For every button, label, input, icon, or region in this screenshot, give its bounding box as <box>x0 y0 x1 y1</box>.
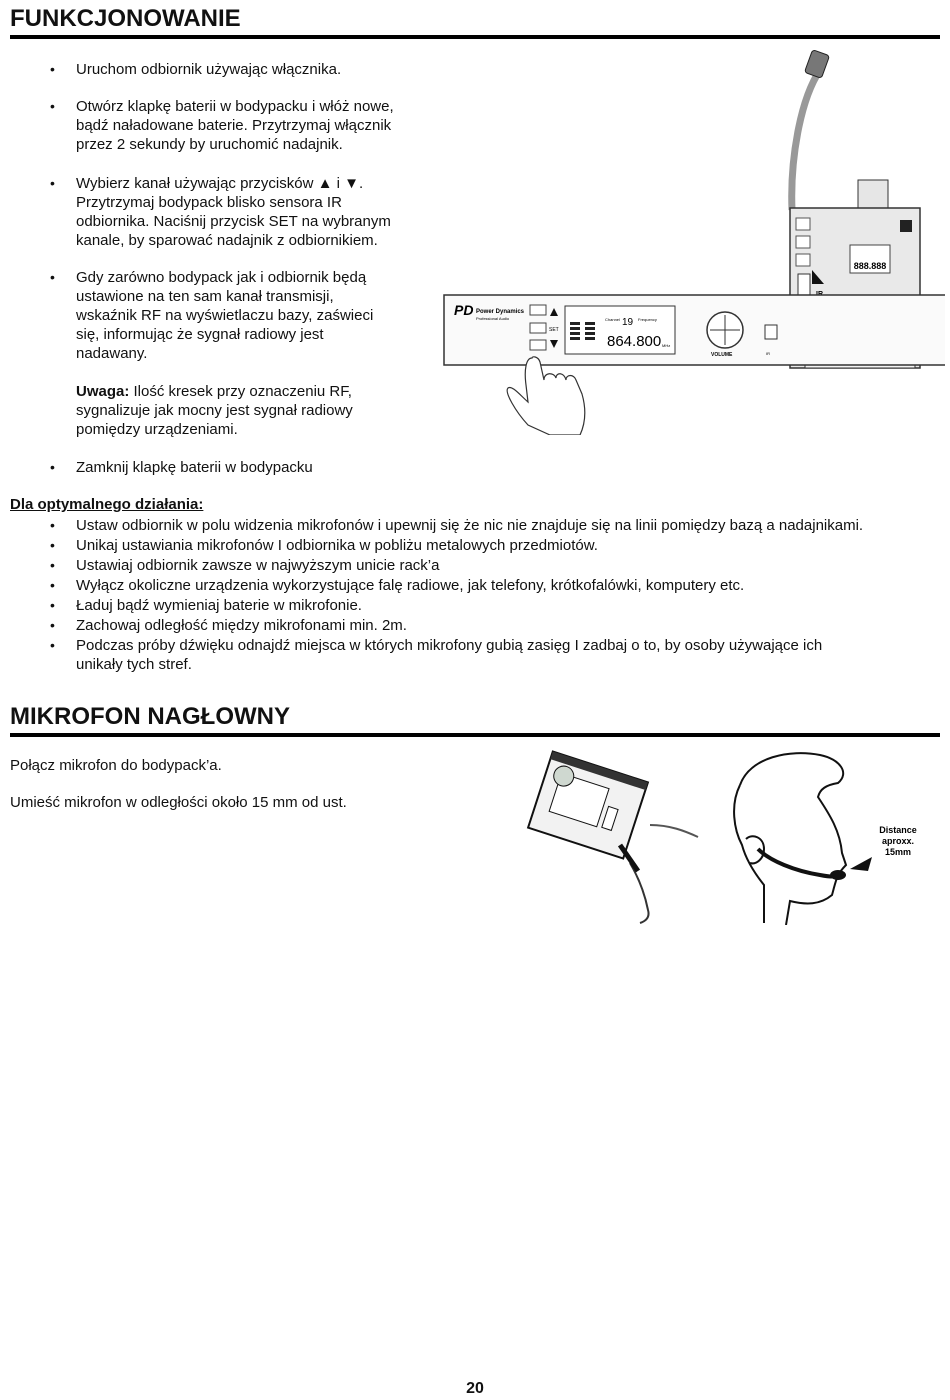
channel-value: 19 <box>622 317 634 328</box>
step-line: • Wybierz kanał używając przycisków ▲ i ▼. <box>76 175 364 192</box>
optimal-item <box>10 556 940 576</box>
bodypack-display-text: 888.888 <box>853 261 887 271</box>
ir-label-receiver: IR <box>766 351 770 356</box>
set-button <box>530 323 546 333</box>
distance-arrow <box>850 857 872 871</box>
optimal-line: • Podczas próby dźwięku odnajdź miejsca w których mikrofony gubią zasięg I zadbaj o to, by osoby używające ich <box>76 637 823 654</box>
receiver-pairing-illustration <box>440 40 945 435</box>
antenna-cable <box>792 70 820 210</box>
step-line: • Otwórz klapkę baterii w bodypacku i włóż nowe, <box>76 98 394 115</box>
receiver-ir-sensor <box>765 325 777 339</box>
distance-label: aproxx. <box>881 836 915 846</box>
frequency-label: Frequency <box>638 317 657 322</box>
optimal-item <box>10 516 940 536</box>
step-line: odbiornika. Naciśnij przycisk SET na wybranym <box>76 213 391 230</box>
section-rule <box>10 35 940 39</box>
optimal-item <box>10 636 940 674</box>
optimal-item <box>10 596 940 616</box>
optimal-line: Zachowaj odległość między mikrofonami min. 2m. <box>76 617 407 634</box>
section-title-mikrofon: MIKROFON NAGŁOWNY <box>10 703 290 730</box>
step-item <box>10 458 450 477</box>
optimal-line: Ustaw odbiornik w polu widzenia mikrofonów i upewnij się że nic nie znajduje się na linii pomiędzy bazą a nadajnikami. <box>76 517 864 534</box>
bodypack-button <box>796 218 810 230</box>
optimal-item <box>10 576 940 596</box>
step-item <box>10 60 450 79</box>
volume-label: VOLUME <box>711 352 733 358</box>
neck-outline <box>734 785 764 923</box>
bodypack-button <box>796 236 810 248</box>
frequency-unit: MHz <box>662 343 671 348</box>
note-block <box>76 382 456 439</box>
steps-list <box>10 97 450 154</box>
optimal-title: Dla optymalnego działania: <box>10 496 204 513</box>
note-label: Uwaga: <box>76 383 130 400</box>
bodypack-button <box>796 254 810 266</box>
receiver-pairing-figure <box>440 40 945 435</box>
headset-figure <box>520 745 940 925</box>
headset-para-2: Umieść mikrofon w odległości około 15 mm od ust. <box>10 794 347 811</box>
note-line: sygnalizuje jak mocny jest sygnał radiowy <box>76 402 353 419</box>
optimal-line: Ładuj bądź wymieniaj baterie w mikrofonie. <box>76 597 362 614</box>
headset-band <box>758 849 842 877</box>
antenna-tip <box>804 50 829 79</box>
distance-label: 15mm <box>884 847 912 857</box>
mic-cable <box>630 863 649 923</box>
brand-logo: PD <box>454 302 474 318</box>
steps-list <box>10 174 450 250</box>
step-line: • Gdy zarówno bodypack jak i odbiornik będą <box>76 269 367 286</box>
brand-name: Power Dynamics <box>476 309 525 315</box>
step-line: Przytrzymaj bodypack blisko sensora IR <box>76 194 342 211</box>
channel-label: Channel <box>605 317 620 322</box>
headset-illustration <box>520 745 940 925</box>
optimal-item <box>10 616 940 636</box>
section-title-funkcjonowanie: FUNKCJONOWANIE <box>10 5 241 32</box>
step-item <box>10 268 450 363</box>
down-button <box>530 340 546 350</box>
step-line: Uruchom odbiornik używając włącznika. <box>76 61 342 78</box>
page-number: 20 <box>466 1380 484 1397</box>
step-line: kanale, by sparować nadajnik z odbiornikiem. <box>76 232 378 249</box>
hand-illustration <box>507 357 585 435</box>
optimal-list <box>10 516 940 674</box>
frequency-value: 864.800 <box>607 333 662 350</box>
bodypack-knob <box>858 180 888 210</box>
step-line: nadawany. <box>76 345 148 362</box>
ir-window <box>798 274 810 296</box>
optimal-line: Unikaj ustawiania mikrofonów I odbiornika w pobliżu metalowych przedmiotów. <box>76 537 598 554</box>
brand-sub: Professional Audio <box>476 316 510 321</box>
headset-mic-capsule <box>830 870 846 880</box>
step-item <box>10 97 450 154</box>
section-rule <box>10 733 940 737</box>
headset-para-1: Połącz mikrofon do bodypack’a. <box>10 757 222 774</box>
bodypack-drawing <box>528 752 648 859</box>
receiver-panel <box>444 295 945 365</box>
bodypack-led <box>900 220 912 232</box>
distance-label: Distance <box>879 825 917 835</box>
steps-list <box>10 268 450 363</box>
step-item <box>10 174 450 250</box>
optimal-line: unikały tych stref. <box>76 656 192 673</box>
head-outline <box>740 753 846 925</box>
mic-boom <box>650 825 698 837</box>
note-line: pomiędzy urządzeniami. <box>76 421 238 438</box>
step-line: ustawione na ten sam kanał transmisji, <box>76 288 334 305</box>
optimal-line: Wyłącz okoliczne urządzenia wykorzystujące falę radiowe, jak telefony, krótkofalówki, komputery etc. <box>76 577 745 594</box>
steps-list <box>10 60 450 79</box>
step-line: przez 2 sekundy by uruchomić nadajnik. <box>76 136 343 153</box>
optimal-line: Ustawiaj odbiornik zawsze w najwyższym unicie rack’a <box>76 557 440 574</box>
steps-list <box>10 458 450 477</box>
step-line: Zamknij klapkę baterii w bodypacku <box>76 459 313 476</box>
set-label: SET <box>549 327 559 333</box>
note-line: Ilość kresek przy oznaczeniu RF, <box>129 383 352 400</box>
up-button <box>530 305 546 315</box>
optimal-item <box>10 536 940 556</box>
step-line: wskaźnik RF na wyświetlaczu bazy, zaświeci <box>76 307 374 324</box>
step-line: bądź naładowane baterie. Przytrzymaj włącznik <box>76 117 392 134</box>
step-line: się, informując że sygnał radiowy jest <box>76 326 324 343</box>
